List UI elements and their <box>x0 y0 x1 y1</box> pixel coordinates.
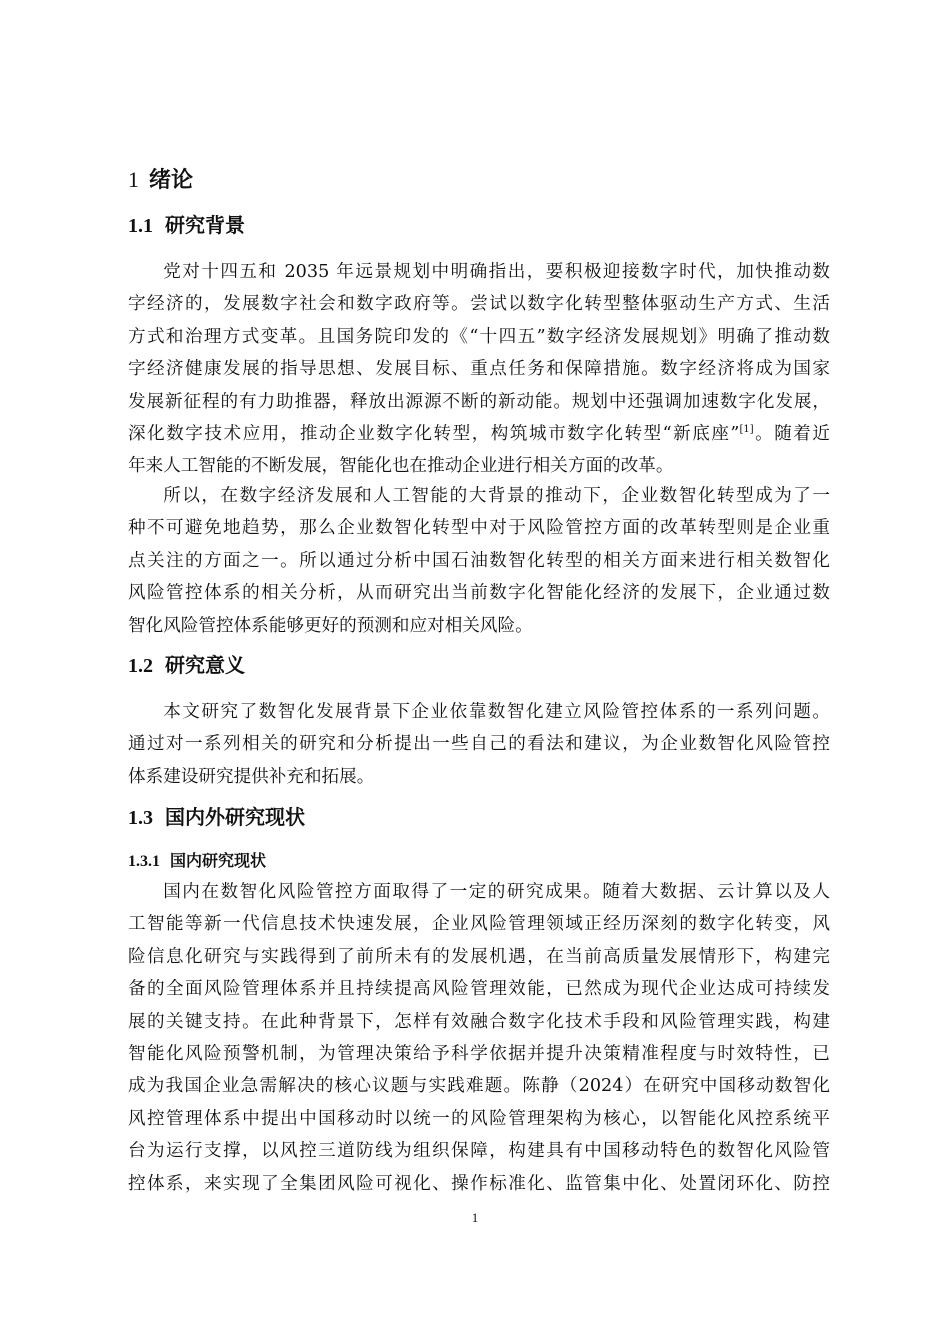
text-line: 智化风险管控体系能够更好的预测和应对相关风险。 <box>128 615 533 636</box>
section-heading-background <box>128 210 245 241</box>
text-line: 体系建设研究提供补充和拓展。 <box>128 766 375 787</box>
section-title: 研究意义 <box>165 653 245 677</box>
text-line: 智能化风险预警机制，为管理决策给予科学依据并提升决策精准程度与时效特性，已 <box>128 1044 830 1065</box>
text-line: 国内在数智化风险管控方面取得了一定的研究成果。随着大数据、云计算以及人 <box>163 882 830 902</box>
section-number: 1.1 <box>128 215 153 237</box>
section-number: 1.2 <box>128 655 153 677</box>
paragraph-background-1 <box>128 256 830 483</box>
text-line: 展的关键支持。在此种背景下，怎样有效融合数字化技术手段和风险管理实践，构建 <box>128 1011 830 1032</box>
paragraph-background-2 <box>128 480 830 642</box>
chapter-title: 绪论 <box>149 167 194 193</box>
text-line: 点关注的方面之一。所以通过分析中国石油数智化转型的相关方面来进行相关数智化 <box>128 550 830 571</box>
chapter-heading <box>128 164 193 197</box>
citation-ref: [1] <box>739 424 754 436</box>
subsection-heading <box>128 848 266 875</box>
text-segment: 深化数字技术应用，推动企业数字化转型，构筑城市数字化转型“新底座” <box>128 424 740 445</box>
text-line: 本文研究了数智化发展背景下企业依靠数智化建立风险管控体系的一系列问题。 <box>163 702 830 722</box>
text-line: 所以，在数字经济发展和人工智能的大背景的推动下，企业数智化转型成为了一 <box>163 486 830 506</box>
text-line: 控体系，来实现了全集团风险可视化、操作标准化、监管集中化、处置闭环化、防控 <box>128 1173 830 1194</box>
chapter-number: 1 <box>128 167 139 192</box>
text-line: 险信息化研究与实践得到了前所未有的发展机遇，在当前高质量发展情形下，构建完 <box>128 946 830 967</box>
text-line: 党对十四五和 2035 年远景规划中明确指出，要积极迎接数字时代，加快推动数 <box>163 262 830 282</box>
text-line: 成为我国企业急需解决的核心议题与实践难题。陈静（2024）在研究中国移动数智化 <box>128 1076 830 1097</box>
paragraph-domestic-status <box>128 876 830 1200</box>
text-line: 字经济健康发展的指导思想、发展目标、重点任务和保障措施。数字经济将成为国家 <box>128 359 830 380</box>
text-line: 风控管理体系中提出中国移动时以统一的风险管理架构为核心，以智能化风控系统平 <box>128 1108 830 1129</box>
text-line: 发展新征程的有力助推器，释放出源源不断的新动能。规划中还强调加速数字化发展， <box>128 391 830 412</box>
text-line: 备的全面风险管理体系并且持续提高风险管理效能，已然成为现代企业达成可持续发 <box>128 979 830 1000</box>
subsection-title: 国内研究现状 <box>170 851 267 870</box>
text-segment: 。随着近 <box>753 424 830 445</box>
section-number: 1.3 <box>128 807 153 829</box>
text-line: 通过对一系列相关的研究和分析提出一些自己的看法和建议，为企业数智化风险管控 <box>128 734 830 755</box>
page-number: 1 <box>471 1210 479 1225</box>
text-line-with-citation <box>128 418 830 450</box>
text-line: 种不可避免地趋势，那么企业数智化转型中对于风险管控方面的改革转型则是企业重 <box>128 518 830 539</box>
text-line: 年来人工智能的不断发展，智能化也在推动企业进行相关方面的改革。 <box>128 456 674 477</box>
section-heading-significance <box>128 650 245 681</box>
text-line: 方式和治理方式变革。且国务院印发的《“十四五”数字经济发展规划》明确了推动数 <box>128 326 830 347</box>
section-title: 研究背景 <box>165 213 245 237</box>
text-line: 字经济的，发展数字社会和数字政府等。尝试以数字化转型整体驱动生产方式、生活 <box>128 294 830 315</box>
section-heading-status <box>128 802 305 833</box>
section-title: 国内外研究现状 <box>165 805 305 829</box>
text-line: 工智能等新一代信息技术快速发展，企业风险管理领域正经历深刻的数字化转变，风 <box>128 914 830 935</box>
text-line: 风险管控体系的相关分析，从而研究出当前数字化智能化经济的发展下，企业通过数 <box>128 583 830 604</box>
paragraph-significance <box>128 696 830 793</box>
text-line: 台为运行支撑，以风控三道防线为组织保障，构建具有中国移动特色的数智化风险管 <box>128 1141 830 1162</box>
subsection-number: 1.3.1 <box>128 853 160 870</box>
